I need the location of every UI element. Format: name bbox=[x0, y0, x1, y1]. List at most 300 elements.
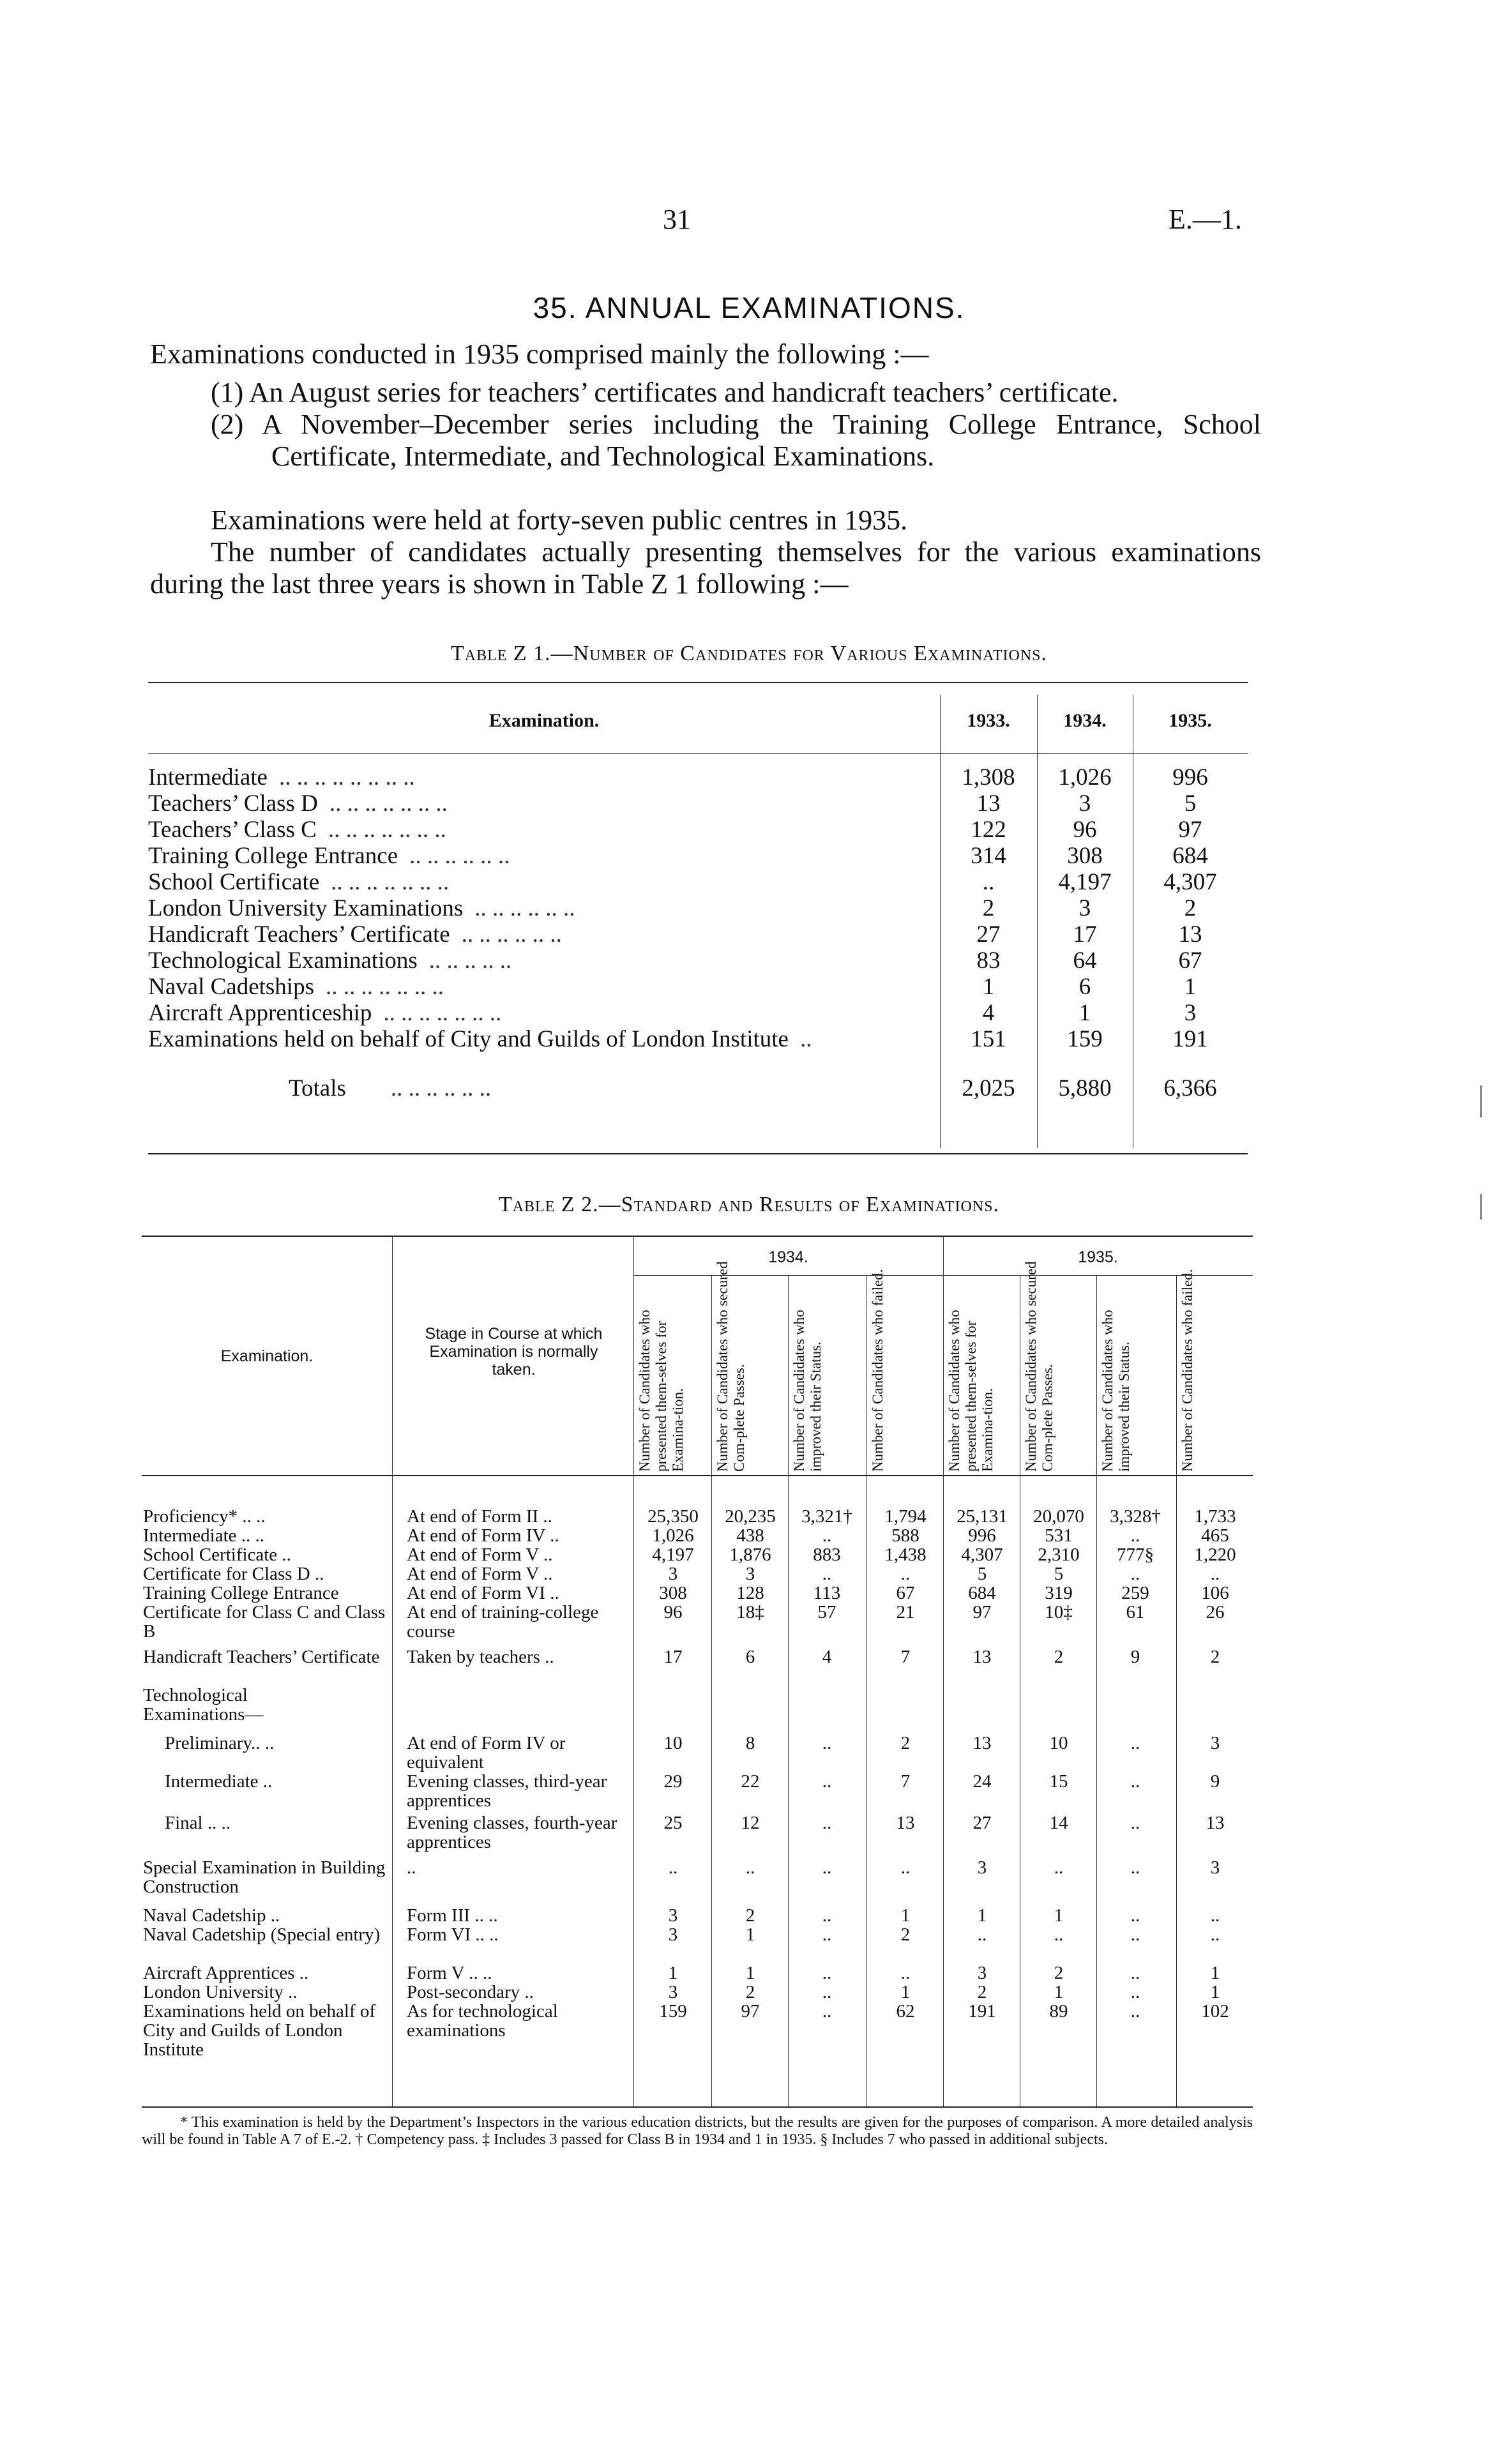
table2-header-presented-1935: Number of Candidates who presented them-selves for Examina-tion. bbox=[946, 1310, 995, 1472]
table2-cell: 17 bbox=[663, 1647, 683, 1667]
table1-row-name: London University Examinations bbox=[148, 895, 464, 921]
table1-cell-1934: 308 bbox=[1067, 843, 1103, 869]
table2-cell: 3 bbox=[977, 1963, 987, 1983]
table2-cell: .. bbox=[977, 1924, 987, 1945]
table1-cell-1933: 1,308 bbox=[962, 764, 1015, 790]
table1-cell-1933: 2 bbox=[982, 895, 995, 921]
table2-cell: 2 bbox=[977, 1982, 987, 2002]
table1-bottom-rule bbox=[148, 1153, 1248, 1154]
document-code: E.—1. bbox=[1169, 204, 1242, 235]
table1-caption: Table Z 1.—Number of Candidates for Various Examinations. bbox=[450, 642, 1048, 665]
table2-cell: 106 bbox=[1201, 1583, 1229, 1603]
table2-exam-name: Certificate for Class C and Class B bbox=[143, 1602, 386, 1642]
scan-mark bbox=[1480, 1085, 1482, 1117]
table1-cell-1933: .. bbox=[982, 869, 995, 895]
table1-cell-1935: 4,307 bbox=[1163, 869, 1217, 895]
table2-cell: .. bbox=[1130, 1857, 1140, 1878]
table2-cell: .. bbox=[822, 1733, 832, 1753]
table2-cell: 97 bbox=[741, 2001, 760, 2022]
table2-stage: At end of Form V .. bbox=[407, 1564, 553, 1584]
table2-row bbox=[142, 1734, 1253, 1772]
table2-cell: 1 bbox=[900, 1982, 911, 2002]
table2-cell: 996 bbox=[968, 1525, 996, 1546]
table1-cell-1935: 996 bbox=[1172, 764, 1208, 790]
table1-cell-1933: 4 bbox=[982, 1000, 995, 1026]
table2-stage: Evening classes, fourth-year apprentices bbox=[407, 1813, 617, 1852]
table2-cell: .. bbox=[822, 1564, 832, 1584]
table2-cell: 1,794 bbox=[884, 1506, 927, 1527]
table1-top-rule bbox=[148, 682, 1248, 683]
table2-cell: 2 bbox=[1210, 1647, 1220, 1667]
intro-item-2: (2) A November–December series including the Training College Entrance, School Certificate, Intermediate, and Technological Examinations. bbox=[211, 409, 1261, 472]
table2-cell: 57 bbox=[817, 1602, 836, 1622]
table2-cell: .. bbox=[1130, 1733, 1140, 1753]
table2-row bbox=[142, 1813, 1253, 1852]
table2-cell: .. bbox=[822, 1982, 832, 2002]
table2-cell: 13 bbox=[1206, 1813, 1225, 1833]
table2-cell: 25,350 bbox=[647, 1506, 699, 1527]
table2-stage: Form III .. .. bbox=[407, 1905, 498, 1926]
table1-cell-1933: 1 bbox=[982, 974, 995, 1000]
table2-cell: 438 bbox=[736, 1525, 764, 1546]
table2-cell: 191 bbox=[968, 2001, 996, 2022]
table1-cell-1933: 13 bbox=[976, 790, 1001, 817]
table2-cell: 7 bbox=[900, 1647, 911, 1667]
table2-stage: At end of Form IV .. bbox=[407, 1525, 559, 1546]
table1-row-label bbox=[148, 842, 510, 870]
table2-cell: 102 bbox=[1201, 2001, 1229, 2022]
table2-cell: 97 bbox=[972, 1602, 992, 1622]
table2-row bbox=[142, 1772, 1253, 1810]
table2-stage: .. bbox=[407, 1857, 416, 1878]
table2-cell: 6 bbox=[745, 1647, 755, 1667]
table1-total-1933: 2,025 bbox=[962, 1075, 1015, 1101]
table2-cell: 128 bbox=[736, 1583, 764, 1603]
table2-row bbox=[142, 1906, 1253, 1925]
table2-exam-name: Proficiency* .. .. bbox=[143, 1506, 266, 1527]
table2-header-rule bbox=[142, 1475, 1253, 1476]
table1 bbox=[148, 682, 1248, 1154]
table1-row-dots: .. .. .. .. .. .. bbox=[409, 843, 510, 869]
table2-header-1935: 1935. bbox=[1078, 1248, 1118, 1266]
table1-cell-1935: 13 bbox=[1178, 921, 1202, 948]
table1-row-dots: .. .. .. .. .. .. .. bbox=[383, 1000, 502, 1026]
table2-exam-name: Naval Cadetship (Special entry) bbox=[143, 1924, 381, 1945]
table2-header-failed-1934: Number of Candidates who failed. bbox=[870, 1269, 886, 1472]
table1-cell-1934: 4,197 bbox=[1058, 869, 1112, 895]
table2-cell: 62 bbox=[896, 2001, 915, 2022]
table2-cell: 777§ bbox=[1117, 1545, 1154, 1565]
table1-row-label bbox=[148, 999, 501, 1027]
table2-cell: 588 bbox=[891, 1525, 919, 1546]
table1-cell-1935: 1 bbox=[1184, 974, 1197, 1000]
table2-cell: .. bbox=[1130, 1564, 1140, 1584]
table2-cell: .. bbox=[822, 1963, 832, 1983]
table1-header-1934: 1934. bbox=[1063, 710, 1107, 731]
table2-cell: 13 bbox=[972, 1733, 992, 1753]
table1-row-name: Teachers’ Class C bbox=[148, 817, 317, 843]
table2-cell: 7 bbox=[900, 1771, 911, 1792]
table1-header-1935: 1935. bbox=[1169, 710, 1212, 731]
table2-cell: 5 bbox=[977, 1564, 987, 1584]
table1-row-name: Examinations held on behalf of City and Guilds of London Institute bbox=[148, 1026, 789, 1052]
scan-mark bbox=[1480, 1194, 1482, 1220]
table1-cell-1933: 83 bbox=[976, 948, 1001, 974]
table2-cell: 20,235 bbox=[725, 1506, 776, 1527]
table1-cell-1934: 1 bbox=[1078, 1000, 1091, 1026]
table2-header-improved-1935: Number of Candidates who improved their Status. bbox=[1100, 1310, 1132, 1472]
table2-stage: At end of training-college course bbox=[407, 1602, 599, 1642]
table2-cell: .. bbox=[822, 2001, 832, 2022]
table2-cell: 13 bbox=[896, 1813, 915, 1833]
table2-cell: .. bbox=[1130, 1905, 1140, 1926]
table2-cell: 3 bbox=[1210, 1733, 1220, 1753]
table1-cell-1934: 64 bbox=[1073, 948, 1097, 974]
table2-stage: As for technological examinations bbox=[407, 2001, 558, 2041]
table2-row bbox=[142, 1963, 1253, 1983]
table2-cell: .. bbox=[1210, 1924, 1220, 1945]
table2-cell: 308 bbox=[659, 1583, 687, 1603]
table2-cell: .. bbox=[1130, 1525, 1140, 1546]
table2-cell: 3,321† bbox=[801, 1506, 852, 1527]
table1-header-1933: 1933. bbox=[967, 710, 1010, 731]
table1-row-name: Technological Examinations bbox=[148, 948, 418, 974]
table2-exam-name: Intermediate .. .. bbox=[143, 1525, 265, 1546]
table1-cell-1934: 159 bbox=[1067, 1026, 1103, 1052]
table2-row bbox=[142, 2002, 1253, 2066]
table2-exam-name: Naval Cadetship .. bbox=[143, 1905, 280, 1926]
table1-row-label bbox=[148, 764, 415, 791]
table2-exam-name: London University .. bbox=[143, 1982, 298, 2002]
table2-header-1934: 1934. bbox=[768, 1248, 808, 1266]
table2-cell: 27 bbox=[972, 1813, 992, 1833]
table2-cell: 2 bbox=[1054, 1647, 1064, 1667]
table2-cell: 3 bbox=[1210, 1857, 1220, 1878]
table2-cell: .. bbox=[1210, 1564, 1220, 1584]
table2-cell: .. bbox=[1130, 1924, 1140, 1945]
table2-cell: 259 bbox=[1121, 1583, 1149, 1603]
table2-stage: At end of Form V .. bbox=[407, 1545, 553, 1565]
table2-stage: Taken by teachers .. bbox=[407, 1647, 554, 1667]
table1-totals-label bbox=[289, 1075, 491, 1102]
table2-cell: 2 bbox=[900, 1733, 911, 1753]
table2-cell: 4 bbox=[822, 1647, 832, 1667]
table2-row bbox=[142, 1925, 1253, 1963]
table2-stage: Form V .. .. bbox=[407, 1963, 492, 1983]
table2-cell: 3,328† bbox=[1110, 1506, 1161, 1527]
table2-cell: 25 bbox=[663, 1813, 683, 1833]
table2-header-improved-1934: Number of Candidates who improved their Status. bbox=[791, 1310, 824, 1472]
table2-cell: 1 bbox=[977, 1905, 987, 1926]
table1-row-label bbox=[148, 895, 575, 922]
table1-cell-1933: 314 bbox=[971, 843, 1006, 869]
table2-cell: 9 bbox=[1130, 1647, 1140, 1667]
table1-row-label bbox=[148, 1025, 812, 1053]
table2-cell: 22 bbox=[741, 1771, 760, 1792]
table2-row bbox=[142, 1583, 1253, 1603]
table2-caption: Table Z 2.—Standard and Results of Examinations. bbox=[498, 1193, 1000, 1216]
table1-row bbox=[148, 1025, 1248, 1052]
table2-cell: 67 bbox=[896, 1583, 915, 1603]
table2-row bbox=[142, 1545, 1253, 1564]
table1-total-1935: 6,366 bbox=[1163, 1075, 1217, 1101]
table1-row-dots: .. .. .. .. .. .. .. bbox=[328, 817, 446, 843]
table1-row bbox=[148, 921, 1248, 948]
table2-cell: 1,876 bbox=[729, 1545, 771, 1565]
table2-cell: 1 bbox=[900, 1905, 911, 1926]
table2-cell: .. bbox=[822, 1813, 832, 1833]
table2-row bbox=[142, 1564, 1253, 1583]
table2-row bbox=[142, 1526, 1253, 1545]
table2-row bbox=[142, 1647, 1253, 1686]
table2-cell: 20,070 bbox=[1033, 1506, 1084, 1527]
intro-paragraph-1: Examinations conducted in 1935 comprised mainly the following :— bbox=[150, 338, 929, 370]
table2-cell: 1 bbox=[1210, 1963, 1220, 1983]
table1-row-dots: .. .. .. .. .. bbox=[428, 948, 512, 974]
table2-cell: .. bbox=[900, 1564, 911, 1584]
table2-cell: 89 bbox=[1049, 2001, 1068, 2022]
table2-exam-name: Examinations held on behalf of City and Guilds of London Institute bbox=[143, 2001, 376, 2060]
table1-row bbox=[148, 973, 1248, 1000]
table2-stage: At end of Form II .. bbox=[407, 1506, 552, 1527]
table2-cell: .. bbox=[668, 1857, 678, 1878]
table2-cell: 1,733 bbox=[1194, 1506, 1236, 1527]
table2-cell: .. bbox=[1130, 1982, 1140, 2002]
table1-cell-1935: 97 bbox=[1178, 817, 1202, 843]
intro-paragraph-3: The number of candidates actually presenting themselves for the various examinations during the last three years is shown in Table Z 1 following :— bbox=[150, 536, 1261, 600]
table2-cell: 3 bbox=[668, 1924, 678, 1945]
table2-cell: 12 bbox=[741, 1813, 760, 1833]
table2-bottom-rule bbox=[142, 2106, 1253, 2108]
table2-cell: 24 bbox=[972, 1771, 992, 1792]
intro-paragraph-2: Examinations were held at forty-seven public centres in 1935. bbox=[211, 504, 908, 536]
table1-total-1934: 5,880 bbox=[1058, 1075, 1112, 1101]
table2-exam-name: Special Examination in Building Construction bbox=[143, 1857, 386, 1897]
table2-cell: 1 bbox=[745, 1924, 755, 1945]
table2-cell: 1,026 bbox=[652, 1525, 694, 1546]
table2-cell: 61 bbox=[1126, 1602, 1145, 1622]
table2-cell: .. bbox=[1054, 1924, 1064, 1945]
table2-stage: Evening classes, third-year apprentices bbox=[407, 1771, 607, 1811]
table1-cell-1934: 6 bbox=[1078, 974, 1091, 1000]
table2-cell: 883 bbox=[813, 1545, 841, 1565]
table2-stage: At end of Form VI .. bbox=[407, 1583, 559, 1603]
table2-cell: 25,131 bbox=[957, 1506, 1008, 1527]
table2-cell: .. bbox=[822, 1525, 832, 1546]
table2-cell: 2,310 bbox=[1038, 1545, 1080, 1565]
table1-row-label bbox=[148, 790, 448, 817]
table2-cell: 3 bbox=[668, 1982, 678, 2002]
table2-cell: .. bbox=[822, 1771, 832, 1792]
table2-cell: 1 bbox=[1210, 1982, 1220, 2002]
table1-row-dots: .. bbox=[799, 1026, 812, 1052]
table2-cell: .. bbox=[1054, 1857, 1064, 1878]
table2-header-presented-1934: Number of Candidates who presented them-selves for Examina-tion. bbox=[637, 1310, 686, 1472]
intro-item-1: (1) An August series for teachers’ certificates and handicraft teachers’ certificate. bbox=[211, 377, 1119, 408]
table1-row bbox=[148, 868, 1248, 895]
table1-row bbox=[148, 895, 1248, 921]
table2-cell: .. bbox=[822, 1905, 832, 1926]
table2-cell: 29 bbox=[663, 1771, 683, 1792]
table2-exam-name: Aircraft Apprentices .. bbox=[143, 1963, 309, 1983]
table1-cell-1935: 5 bbox=[1184, 790, 1197, 817]
table2-cell: 4,307 bbox=[961, 1545, 1003, 1565]
table2-exam-name: Certificate for Class D .. bbox=[143, 1564, 324, 1584]
table1-cell-1934: 3 bbox=[1078, 895, 1091, 921]
intro-list bbox=[150, 377, 1261, 472]
table1-row-name: Intermediate bbox=[148, 764, 268, 790]
table2-cell: 96 bbox=[663, 1602, 683, 1622]
table1-cell-1935: 684 bbox=[1172, 843, 1208, 869]
table1-cell-1934: 3 bbox=[1078, 790, 1091, 817]
table1-row bbox=[148, 999, 1248, 1026]
table2-row bbox=[142, 1507, 1253, 1526]
table2-cell: 10 bbox=[1049, 1733, 1068, 1753]
table2-cell: 10 bbox=[663, 1733, 683, 1753]
table2-cell: 8 bbox=[745, 1733, 755, 1753]
table2-cell: 21 bbox=[896, 1602, 915, 1622]
table2-row bbox=[142, 1983, 1253, 2002]
table2-header-passes-1934: Number of Candidates who secured Com-plete Passes. bbox=[715, 1261, 747, 1472]
table1-cell-1935: 67 bbox=[1178, 948, 1202, 974]
totals-text: Totals bbox=[289, 1075, 346, 1101]
table2-cell: 3 bbox=[745, 1564, 755, 1584]
table2-cell: 5 bbox=[1054, 1564, 1064, 1584]
table2-cell: 26 bbox=[1206, 1602, 1225, 1622]
table2-cell: 159 bbox=[659, 2001, 687, 2022]
table2-exam-name: Preliminary.. .. bbox=[165, 1733, 275, 1753]
table2-cell: 1,220 bbox=[1194, 1545, 1236, 1565]
table2-cell: 13 bbox=[972, 1647, 992, 1667]
table2-cell: 3 bbox=[668, 1564, 678, 1584]
table1-row-dots: .. .. .. .. .. .. .. bbox=[329, 790, 448, 817]
table2-header-stage: Stage in Course at which Examination is normally taken. bbox=[425, 1325, 603, 1379]
table1-row bbox=[148, 947, 1248, 974]
table2-cell: 531 bbox=[1045, 1525, 1073, 1546]
table2-exam-name: Technological Examinations— bbox=[143, 1685, 264, 1725]
table1-row bbox=[148, 816, 1248, 843]
table2-cell: 15 bbox=[1049, 1771, 1068, 1792]
table1-row-dots: .. .. .. .. .. .. .. bbox=[331, 869, 450, 895]
table2-cell: .. bbox=[1130, 2001, 1140, 2022]
table1-cell-1933: 27 bbox=[976, 921, 1001, 948]
table2-cell: .. bbox=[1130, 1771, 1140, 1792]
table2-stage: At end of Form IV or equivalent bbox=[407, 1733, 566, 1772]
table2-exam-name: School Certificate .. bbox=[143, 1545, 291, 1565]
table2-cell: 2 bbox=[745, 1905, 755, 1926]
table1-row-name: Teachers’ Class D bbox=[148, 790, 318, 817]
table2-cell: 2 bbox=[745, 1982, 755, 2002]
table1-row-label bbox=[148, 947, 511, 974]
table2-stage: Post-secondary .. bbox=[407, 1982, 534, 2002]
table2-header-failed-1935: Number of Candidates who failed. bbox=[1179, 1269, 1195, 1472]
table2-cell: .. bbox=[1210, 1905, 1220, 1926]
table1-row-name: School Certificate bbox=[148, 869, 320, 895]
table2-row bbox=[142, 1603, 1253, 1641]
table2-stage: Form VI .. .. bbox=[407, 1924, 499, 1945]
table2-exam-name: Training College Entrance bbox=[143, 1583, 339, 1603]
table2-cell: 10‡ bbox=[1045, 1602, 1073, 1622]
table1-cell-1933: 122 bbox=[971, 817, 1006, 843]
table1-row-label bbox=[148, 973, 444, 1001]
table1-row bbox=[148, 842, 1248, 869]
table1-row-name: Handicraft Teachers’ Certificate bbox=[148, 921, 450, 948]
table2-cell: 1 bbox=[745, 1963, 755, 1983]
table1-row-name: Training College Entrance bbox=[148, 843, 398, 869]
table2-cell: .. bbox=[1130, 1963, 1140, 1983]
table2-cell: 3 bbox=[977, 1857, 987, 1878]
table2-exam-name: Intermediate .. bbox=[165, 1771, 273, 1792]
table2-cell: 684 bbox=[968, 1583, 996, 1603]
table2-cell: 1 bbox=[1054, 1905, 1064, 1926]
table1-row-name: Naval Cadetships bbox=[148, 974, 314, 1000]
table2-cell: 3 bbox=[668, 1905, 678, 1926]
table1-cell-1934: 96 bbox=[1073, 817, 1097, 843]
table1-cell-1935: 3 bbox=[1184, 1000, 1197, 1026]
table2-cell: 113 bbox=[813, 1583, 841, 1603]
table2-cell: .. bbox=[900, 1857, 911, 1878]
table2-cell: 18‡ bbox=[736, 1602, 764, 1622]
table2-cell: 2 bbox=[1054, 1963, 1064, 1983]
table1-row bbox=[148, 790, 1248, 817]
table2-exam-name: Final .. .. bbox=[165, 1813, 231, 1833]
table1-row-dots: .. .. .. .. .. .. .. bbox=[325, 974, 444, 1000]
table2-cell: 4,197 bbox=[652, 1545, 694, 1565]
intro-paragraphs-2 bbox=[150, 504, 1261, 600]
table1-cell-1933: 151 bbox=[971, 1026, 1006, 1052]
table2-cell: 9 bbox=[1210, 1771, 1220, 1792]
table1-header-rule bbox=[148, 753, 1248, 754]
table1-row-label bbox=[148, 816, 446, 843]
section-title: 35. ANNUAL EXAMINATIONS. bbox=[533, 291, 965, 324]
table1-header-examination: Examination. bbox=[488, 710, 600, 731]
table2-cell: 14 bbox=[1049, 1813, 1068, 1833]
table2-cell: 465 bbox=[1201, 1525, 1229, 1546]
table1-cell-1934: 17 bbox=[1073, 921, 1097, 948]
totals-dots: .. .. .. .. .. .. bbox=[390, 1075, 492, 1101]
table2-header-examination: Examination. bbox=[220, 1347, 314, 1365]
table2-cell: 319 bbox=[1045, 1583, 1073, 1603]
table1-totals-row bbox=[148, 1075, 1248, 1101]
table1-row-label bbox=[148, 921, 562, 948]
page-number: 31 bbox=[663, 204, 691, 235]
table2-cell: .. bbox=[822, 1924, 832, 1945]
table2-exam-name: Handicraft Teachers’ Certificate bbox=[143, 1647, 380, 1667]
table2 bbox=[142, 1236, 1253, 2108]
table1-row-dots: .. .. .. .. .. .. bbox=[461, 921, 562, 948]
table2-cell: 1 bbox=[1054, 1982, 1064, 2002]
table1-cell-1934: 1,026 bbox=[1058, 764, 1112, 790]
footnote: * This examination is held by the Department’s Inspectors in the various education districts, but the results are given for the purposes of comparison. A more detailed analysis will be found in Table A 7 of E.-2. † Competency pass. ‡ Includes 3 passed for Class B in 1934 and 1 in 1935. § Includes 7 who passed in additional subjects. bbox=[142, 2114, 1253, 2148]
table2-cell: 1 bbox=[668, 1963, 678, 1983]
table2-cell: .. bbox=[1130, 1813, 1140, 1833]
table2-cell: .. bbox=[822, 1857, 832, 1878]
table1-row-dots: .. .. .. .. .. .. .. .. bbox=[278, 764, 415, 790]
table1-row bbox=[148, 764, 1248, 790]
table1-row-label bbox=[148, 868, 449, 896]
page-header bbox=[0, 203, 1498, 241]
table1-row-name: Aircraft Apprenticeship bbox=[148, 1000, 372, 1026]
table2-cell: 2 bbox=[900, 1924, 911, 1945]
table2-header-passes-1935: Number of Candidates who secured Com-plete Passes. bbox=[1023, 1261, 1055, 1472]
table1-cell-1935: 2 bbox=[1184, 895, 1197, 921]
table2-cell: .. bbox=[900, 1963, 911, 1983]
table2-cell: 1,438 bbox=[884, 1545, 927, 1565]
table1-cell-1935: 191 bbox=[1172, 1026, 1208, 1052]
table2-row bbox=[142, 1858, 1253, 1896]
table1-row-dots: .. .. .. .. .. .. bbox=[474, 895, 575, 921]
table2-row bbox=[142, 1686, 1253, 1734]
